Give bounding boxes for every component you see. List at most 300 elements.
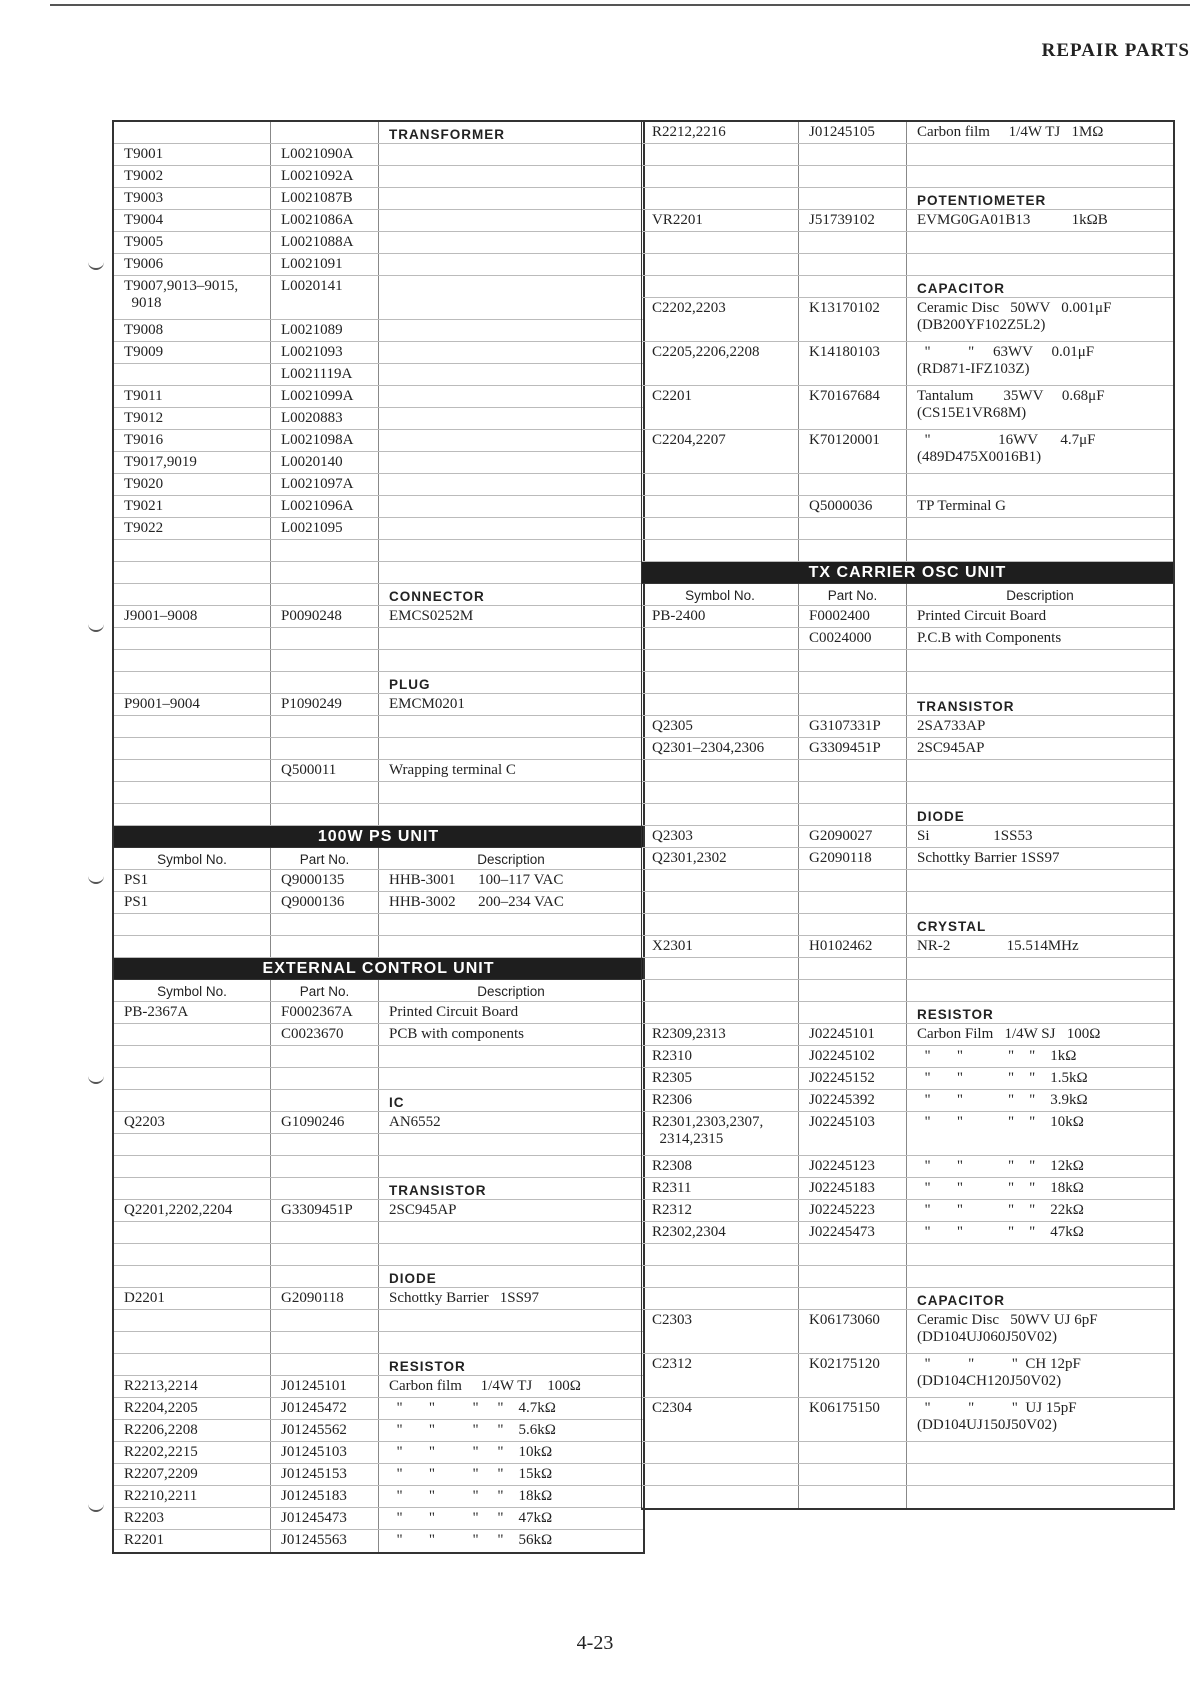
part-number-cell: Q5000036 [799, 496, 907, 517]
table-row [114, 650, 643, 672]
part-number-cell: F0002400 [799, 606, 907, 627]
symbol-cell: Q2301,2302 [642, 848, 799, 869]
description-cell: " " " " 47kΩ [917, 1224, 1084, 1240]
table-row [114, 232, 643, 254]
parts-table-left [112, 120, 645, 1554]
description-cell [907, 892, 1173, 913]
part-number-cell [799, 276, 907, 297]
table-row [114, 694, 643, 716]
category-row [642, 1002, 1173, 1024]
table-row [642, 738, 1173, 760]
part-number-cell [271, 1134, 379, 1155]
part-number-cell: Q500011 [271, 760, 379, 781]
part-number-cell: Part No. [799, 584, 907, 605]
part-number-cell: J02245103 [799, 1112, 907, 1155]
part-number-cell: C0023670 [271, 1024, 379, 1045]
table-row [642, 892, 1173, 914]
symbol-cell: T9022 [114, 518, 271, 539]
description-cell: " " " " 1kΩ [917, 1048, 1077, 1064]
symbol-cell [114, 1354, 271, 1375]
symbol-cell: C2204,2207 [642, 430, 799, 473]
column-header-row [642, 584, 1173, 606]
description-cell [379, 1332, 643, 1353]
part-number-cell: L0021092A [271, 166, 379, 187]
table-row [114, 892, 643, 914]
symbol-cell [114, 936, 271, 957]
description-cell: 2SC945AP [917, 740, 985, 756]
description-cell [907, 540, 1173, 561]
part-number-cell: P0090248 [271, 606, 379, 627]
description-cell [379, 1134, 643, 1155]
table-row [642, 342, 1173, 386]
description-cell: " " " " 1.5kΩ [917, 1070, 1088, 1086]
part-number-cell [271, 804, 379, 825]
part-number-cell: L0020140 [271, 452, 379, 473]
table-row [642, 298, 1173, 342]
description-cell: Description [477, 984, 545, 999]
description-cell [379, 210, 643, 231]
description-cell: PCB with components [389, 1026, 525, 1042]
description-cell: " " " " 4.7kΩ [389, 1400, 556, 1416]
table-row [642, 1046, 1173, 1068]
symbol-cell [114, 672, 271, 693]
table-row [114, 1046, 643, 1068]
symbol-cell: T9021 [114, 496, 271, 517]
table-row [114, 276, 643, 320]
part-number-cell [799, 870, 907, 891]
symbol-cell: Symbol No. [114, 848, 271, 869]
symbol-cell [114, 122, 271, 143]
symbol-cell [642, 276, 799, 297]
table-row [642, 1310, 1173, 1354]
table-row [114, 1398, 643, 1420]
binding-mark [88, 1072, 104, 1084]
table-row [114, 210, 643, 232]
symbol-cell: PS1 [114, 892, 271, 913]
part-number-cell [799, 892, 907, 913]
symbol-cell [642, 1002, 799, 1023]
symbol-cell: C2303 [642, 1310, 799, 1353]
description-cell [907, 518, 1173, 539]
description-cell [907, 166, 1173, 187]
description-cell [379, 540, 643, 561]
symbol-cell [642, 166, 799, 187]
description-cell: NR-2 15.514MHz [917, 938, 1079, 954]
binding-mark [88, 872, 104, 884]
table-row [114, 1024, 643, 1046]
table-row [642, 848, 1173, 870]
symbol-cell: R2201 [114, 1530, 271, 1552]
part-number-cell: G2090118 [799, 848, 907, 869]
part-number-cell [799, 166, 907, 187]
part-number-cell: J01245103 [271, 1442, 379, 1463]
description-cell [379, 254, 643, 275]
symbol-cell: R2213,2214 [114, 1376, 271, 1397]
symbol-cell: R2203 [114, 1508, 271, 1529]
part-number-cell: J01245183 [271, 1486, 379, 1507]
description-cell: 2SA733AP [917, 718, 986, 734]
symbol-cell: C2304 [642, 1398, 799, 1441]
symbol-cell: Q2203 [114, 1112, 271, 1133]
description-cell: Carbon film 1/4W TJ 100Ω [389, 1378, 581, 1394]
part-number-cell: J02245101 [799, 1024, 907, 1045]
part-number-cell: G3309451P [799, 738, 907, 759]
symbol-cell [642, 672, 799, 693]
table-row [114, 1134, 643, 1156]
table-row [114, 408, 643, 430]
description-cell [907, 1464, 1173, 1485]
description-cell: Carbon Film 1/4W SJ 100Ω [917, 1026, 1101, 1042]
section-banner: 100W PS UNIT [114, 826, 643, 848]
description-cell: Schottky Barrier 1SS97 [917, 850, 1060, 866]
description-cell [907, 650, 1173, 671]
description-cell: Si 1SS53 [917, 828, 1033, 844]
description-cell [379, 1222, 643, 1243]
symbol-cell [642, 1244, 799, 1265]
symbol-cell [114, 914, 271, 935]
symbol-cell [642, 804, 799, 825]
table-row [114, 518, 643, 540]
description-cell: AN6552 [389, 1114, 441, 1130]
description-cell [379, 716, 643, 737]
symbol-cell: R2204,2205 [114, 1398, 271, 1419]
description-cell: " " " " 56kΩ [389, 1532, 553, 1548]
part-number-cell [271, 1310, 379, 1331]
symbol-cell [642, 144, 799, 165]
part-number-cell [271, 936, 379, 957]
symbol-cell: R2206,2208 [114, 1420, 271, 1441]
table-row [114, 760, 643, 782]
part-number-cell: J02245223 [799, 1200, 907, 1221]
symbol-cell: T9007,9013–9015, 9018 [114, 276, 271, 319]
description-cell: " " 63WV 0.01μF (RD871-IFZ103Z) [917, 344, 1095, 377]
table-row [114, 562, 643, 584]
description-cell: P.C.B with Components [917, 630, 1062, 646]
part-number-cell: J01245153 [271, 1464, 379, 1485]
part-number-cell: L0021087B [271, 188, 379, 209]
part-number-cell: K70167684 [799, 386, 907, 429]
part-number-cell: J01245105 [799, 122, 907, 143]
description-cell [379, 474, 643, 495]
table-row [642, 1464, 1173, 1486]
category-row [642, 914, 1173, 936]
table-row [114, 364, 643, 386]
binding-mark [88, 258, 104, 270]
category-title: CRYSTAL [917, 919, 987, 934]
description-cell [379, 738, 643, 759]
description-cell [379, 188, 643, 209]
symbol-cell [642, 870, 799, 891]
symbol-cell: R2311 [642, 1178, 799, 1199]
symbol-cell: R2306 [642, 1090, 799, 1111]
table-row [114, 1156, 643, 1178]
description-cell [379, 408, 643, 429]
table-row [114, 1068, 643, 1090]
category-row [642, 1288, 1173, 1310]
symbol-cell [114, 1332, 271, 1353]
description-cell [379, 1156, 643, 1177]
symbol-cell: T9011 [114, 386, 271, 407]
description-cell: HHB-3002 200–234 VAC [389, 894, 564, 910]
part-number-cell [271, 650, 379, 671]
part-number-cell [271, 1222, 379, 1243]
part-number-cell: Part No. [271, 848, 379, 869]
table-row [114, 1332, 643, 1354]
table-row [114, 1508, 643, 1530]
description-cell: EMCS0252M [389, 608, 474, 624]
part-number-cell: G2090027 [799, 826, 907, 847]
symbol-cell [642, 760, 799, 781]
part-number-cell: P1090249 [271, 694, 379, 715]
symbol-cell [114, 584, 271, 605]
part-number-cell: Part No. [271, 980, 379, 1001]
symbol-cell: Symbol No. [642, 584, 799, 605]
part-number-cell: K02175120 [799, 1354, 907, 1397]
symbol-cell: T9017,9019 [114, 452, 271, 473]
table-row [114, 144, 643, 166]
part-number-cell [271, 1354, 379, 1375]
table-row [642, 980, 1173, 1002]
table-row [642, 1222, 1173, 1244]
category-row [642, 694, 1173, 716]
table-row [114, 1530, 643, 1552]
description-cell: Ceramic Disc 50WV 0.001μF (DB200YF102Z5L2) [917, 300, 1112, 333]
symbol-cell [642, 980, 799, 1001]
table-row [642, 386, 1173, 430]
table-row [114, 430, 643, 452]
table-row [642, 430, 1173, 474]
table-row [642, 650, 1173, 672]
part-number-cell: K13170102 [799, 298, 907, 341]
part-number-cell [799, 958, 907, 979]
table-row [642, 496, 1173, 518]
description-cell [379, 386, 643, 407]
table-row [642, 1112, 1173, 1156]
part-number-cell [799, 914, 907, 935]
table-row [642, 958, 1173, 980]
part-number-cell [271, 914, 379, 935]
part-number-cell: L0021119A [271, 364, 379, 385]
category-title: POTENTIOMETER [917, 193, 1047, 208]
symbol-cell: R2310 [642, 1046, 799, 1067]
table-row [642, 1090, 1173, 1112]
part-number-cell [799, 474, 907, 495]
description-cell: " " " " 22kΩ [917, 1202, 1084, 1218]
symbol-cell: Q2305 [642, 716, 799, 737]
description-cell [379, 562, 643, 583]
part-number-cell: L0021086A [271, 210, 379, 231]
category-title: RESISTOR [917, 1007, 994, 1022]
description-cell: " " " " 18kΩ [917, 1180, 1084, 1196]
table-row [642, 1442, 1173, 1464]
part-number-cell: J02245102 [799, 1046, 907, 1067]
symbol-cell [642, 1288, 799, 1309]
table-row [114, 870, 643, 892]
symbol-cell: PB-2400 [642, 606, 799, 627]
description-cell: " " " " 47kΩ [389, 1510, 553, 1526]
symbol-cell: T9006 [114, 254, 271, 275]
symbol-cell [114, 804, 271, 825]
description-cell: " " " " 12kΩ [917, 1158, 1084, 1174]
part-number-cell: K70120001 [799, 430, 907, 473]
description-cell: " " " " 10kΩ [917, 1114, 1084, 1130]
table-row [114, 452, 643, 474]
table-row [114, 166, 643, 188]
part-number-cell [271, 628, 379, 649]
symbol-cell [642, 496, 799, 517]
part-number-cell: G3107331P [799, 716, 907, 737]
part-number-cell: L0021095 [271, 518, 379, 539]
symbol-cell [114, 1244, 271, 1265]
symbol-cell: T9001 [114, 144, 271, 165]
table-row [642, 716, 1173, 738]
category-row [114, 1354, 643, 1376]
category-title: DIODE [917, 809, 965, 824]
description-cell: Schottky Barrier 1SS97 [389, 1290, 539, 1306]
column-header-row [114, 980, 643, 1002]
table-row [642, 1354, 1173, 1398]
table-row [114, 1464, 643, 1486]
symbol-cell [642, 914, 799, 935]
part-number-cell [271, 1090, 379, 1111]
part-number-cell [799, 518, 907, 539]
description-cell [379, 1046, 643, 1067]
description-cell: Tantalum 35WV 0.68μF (CS15E1VR68M) [917, 388, 1105, 421]
binding-mark [88, 1500, 104, 1512]
part-number-cell: J02245183 [799, 1178, 907, 1199]
part-number-cell [799, 1002, 907, 1023]
symbol-cell [114, 650, 271, 671]
category-row [642, 188, 1173, 210]
table-row [642, 518, 1173, 540]
part-number-cell [271, 1332, 379, 1353]
category-title: TRANSISTOR [917, 699, 1015, 714]
part-number-cell: L0021097A [271, 474, 379, 495]
symbol-cell: T9003 [114, 188, 271, 209]
description-cell [379, 936, 643, 957]
table-row [114, 254, 643, 276]
part-number-cell: J51739102 [799, 210, 907, 231]
part-number-cell [271, 716, 379, 737]
table-row [642, 1178, 1173, 1200]
description-cell: " " " " 10kΩ [389, 1444, 553, 1460]
table-row [114, 1112, 643, 1134]
symbol-cell [114, 1068, 271, 1089]
table-row [642, 1244, 1173, 1266]
part-number-cell: J02245152 [799, 1068, 907, 1089]
description-cell: Wrapping terminal C [389, 762, 516, 778]
table-row [114, 914, 643, 936]
description-cell [379, 342, 643, 363]
symbol-cell: R2305 [642, 1068, 799, 1089]
description-cell [379, 452, 643, 473]
description-cell [379, 232, 643, 253]
symbol-cell: P9001–9004 [114, 694, 271, 715]
symbol-cell: Q2301–2304,2306 [642, 738, 799, 759]
symbol-cell: T9005 [114, 232, 271, 253]
symbol-cell: Q2303 [642, 826, 799, 847]
table-row [642, 628, 1173, 650]
symbol-cell [114, 1310, 271, 1331]
part-number-cell: C0024000 [799, 628, 907, 649]
part-number-cell [271, 672, 379, 693]
description-cell [379, 364, 643, 385]
symbol-cell: C2201 [642, 386, 799, 429]
table-row [114, 1002, 643, 1024]
part-number-cell [271, 782, 379, 803]
part-number-cell [799, 1442, 907, 1463]
description-cell: Carbon film 1/4W TJ 1MΩ [917, 124, 1104, 140]
symbol-cell [642, 540, 799, 561]
column-header-row [114, 848, 643, 870]
part-number-cell [799, 144, 907, 165]
table-row [642, 210, 1173, 232]
description-cell [379, 1310, 643, 1331]
description-cell: " " " UJ 15pF (DD104UJ150J50V02) [917, 1400, 1077, 1433]
part-number-cell: Q9000136 [271, 892, 379, 913]
category-title: TRANSISTOR [389, 1183, 487, 1198]
symbol-cell [114, 364, 271, 385]
category-row [114, 672, 643, 694]
symbol-cell: D2201 [114, 1288, 271, 1309]
page-number: 4-23 [576, 1632, 614, 1654]
part-number-cell: L0020883 [271, 408, 379, 429]
symbol-cell [114, 1024, 271, 1045]
table-row [114, 606, 643, 628]
category-title: CAPACITOR [917, 281, 1006, 296]
part-number-cell [799, 254, 907, 275]
table-row [642, 782, 1173, 804]
part-number-cell: K06175150 [799, 1398, 907, 1441]
part-number-cell: L0021090A [271, 144, 379, 165]
table-row [642, 1266, 1173, 1288]
symbol-cell [642, 1486, 799, 1508]
description-cell: EVMG0GA01B13 1kΩB [917, 212, 1108, 228]
symbol-cell [114, 1266, 271, 1287]
table-row [114, 782, 643, 804]
part-number-cell [271, 584, 379, 605]
part-number-cell: G3309451P [271, 1200, 379, 1221]
part-number-cell [799, 782, 907, 803]
table-row [114, 188, 643, 210]
binding-mark [88, 620, 104, 632]
description-cell [907, 870, 1173, 891]
table-row [642, 254, 1173, 276]
symbol-cell: R2207,2209 [114, 1464, 271, 1485]
symbol-cell [642, 1464, 799, 1485]
description-cell [907, 1266, 1173, 1287]
table-row [642, 144, 1173, 166]
category-row [114, 1266, 643, 1288]
part-number-cell: G1090246 [271, 1112, 379, 1133]
table-row [114, 320, 643, 342]
category-row [114, 584, 643, 606]
description-cell [907, 474, 1173, 495]
part-number-cell: J01245472 [271, 1398, 379, 1419]
table-row [114, 1200, 643, 1222]
part-number-cell: J01245563 [271, 1530, 379, 1552]
part-number-cell: H0102462 [799, 936, 907, 957]
part-number-cell [799, 1288, 907, 1309]
description-cell: HHB-3001 100–117 VAC [389, 872, 564, 888]
part-number-cell: L0021088A [271, 232, 379, 253]
part-number-cell [271, 1068, 379, 1089]
part-number-cell: J02245473 [799, 1222, 907, 1243]
part-number-cell [271, 738, 379, 759]
symbol-cell: PB-2367A [114, 1002, 271, 1023]
description-cell [379, 1068, 643, 1089]
part-number-cell: K06173060 [799, 1310, 907, 1353]
